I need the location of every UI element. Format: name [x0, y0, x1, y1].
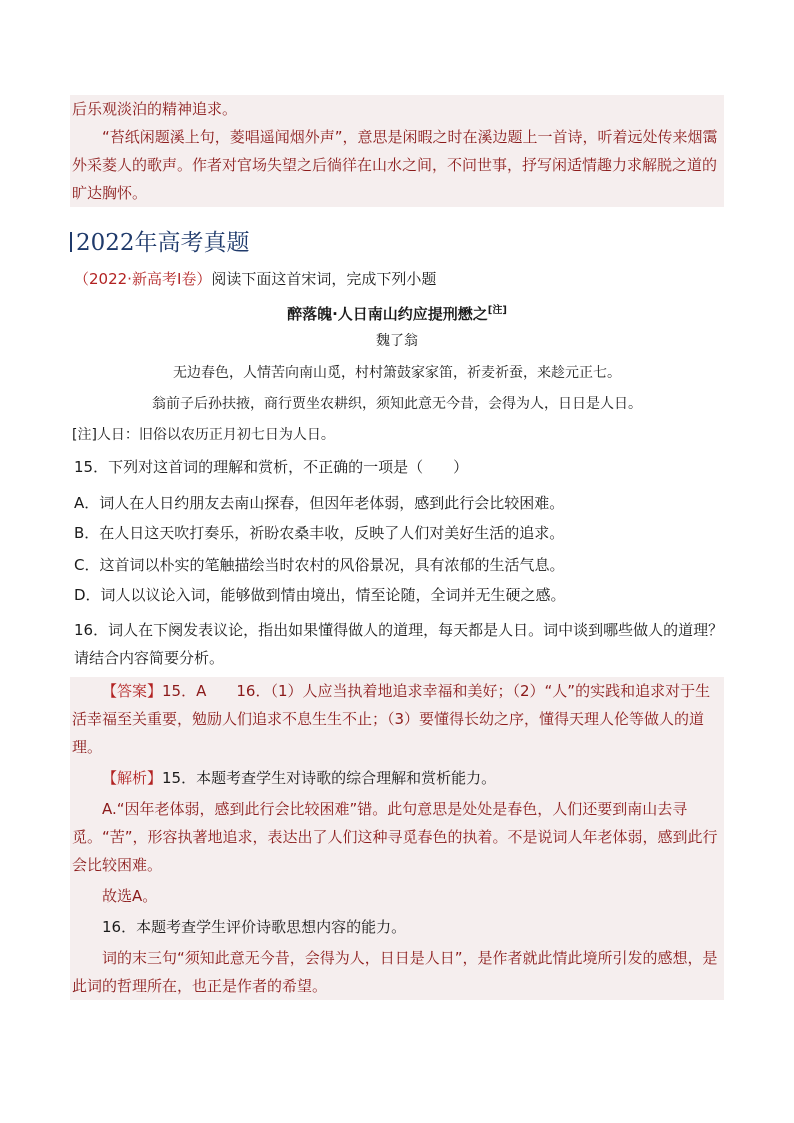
- heading-marker: [70, 232, 72, 252]
- answer-text: 15．A 16．（1）人应当执着地追求幸福和美好；（2）“人”的实践和追求对于生活幸福至关重要，勉励人们追求不息生生不止；（3）要懂得长幼之序，懂得天理人伦等做人的道理。: [72, 682, 711, 756]
- question-15-stem: 15．下列对这首词的理解和赏析，不正确的一项是（ ）: [74, 458, 469, 476]
- poem-author: 魏了翁: [376, 333, 418, 349]
- poem-title: 醉落魄·人日南山约应提刑懋之[注]: [287, 305, 507, 323]
- previous-line: 后乐观淡泊的精神追求。: [72, 100, 238, 118]
- question-16-stem: 16．词人在下阕发表议论，指出如果懂得做人的道理，每天都是人日。词中谈到哪些做人的道理？请结合内容简要分析。: [74, 621, 724, 667]
- section-heading: 2022年高考真题: [70, 226, 724, 260]
- note-mark: [注]: [487, 305, 507, 316]
- source-text: 阅读下面这首宋词，完成下列小题: [211, 270, 437, 288]
- answer-paragraph: [72, 677, 722, 761]
- option-d: D．词人以议论入词，能够做到情由境出，情至论随，全词并无生硬之感。: [74, 586, 566, 604]
- choose-answer: 故选A。: [102, 887, 158, 905]
- option-c: C．这首词以朴实的笔触描绘当时农村的风俗景况，具有浓郁的生活气息。: [74, 556, 565, 574]
- poem-line-2: 翁前子后孙扶掖，商行贾坐农耕织，须知此意无今昔，会得为人，日日是人日。: [152, 396, 642, 412]
- option-b: B．在人日这天吹打奏乐，祈盼农桑丰收，反映了人们对美好生活的追求。: [74, 524, 565, 542]
- answer-block: [70, 677, 724, 1000]
- previous-answer-block: [70, 95, 724, 207]
- poem-footnote: [注]人日：旧俗以农历正月初七日为人日。: [72, 427, 335, 443]
- poem-line-1: 无边春色，人情苦向南山觅，村村箫鼓家家笛，祈麦祈蚕，来趁元正七。: [173, 365, 621, 381]
- analysis-15-body: A.“因年老体弱，感到此行会比较困难”错。此句意思是处处是春色，人们还要到南山去寻觅。“苦”，形容执著地追求，表达出了人们这种寻觅春色的执着。不是说词人年老体弱，感到此行会比较困难。: [72, 800, 718, 874]
- question-source: [74, 267, 436, 291]
- analysis-16-body: 词的末三句“须知此意无今昔，会得为人，日日是人日”，是作者就此情此境所引发的感想，是此词的哲理所在，也正是作者的希望。: [72, 949, 718, 995]
- previous-paragraph: “苔纸闲题溪上句，菱唱遥闻烟外声”，意思是闲暇之时在溪边题上一首诗，听着远处传来烟霭外采菱人的歌声。作者对官场失望之后徜徉在山水之间，不问世事，抒写闲适情趣力求解脱之道的旷达胸怀。: [72, 128, 718, 202]
- option-a: A．词人在人日约朋友去南山探春，但因年老体弱，感到此行会比较困难。: [74, 494, 565, 512]
- analysis-16-heading: 16．本题考查学生评价诗歌思想内容的能力。: [102, 918, 407, 936]
- analysis-label: 【解析】: [102, 769, 163, 787]
- source-tag: （2022·新高考Ⅰ卷）: [74, 270, 212, 288]
- answer-label: 【答案】: [102, 682, 163, 700]
- analysis-15-heading: 【解析】15．本题考查学生对诗歌的综合理解和赏析能力。: [102, 769, 497, 787]
